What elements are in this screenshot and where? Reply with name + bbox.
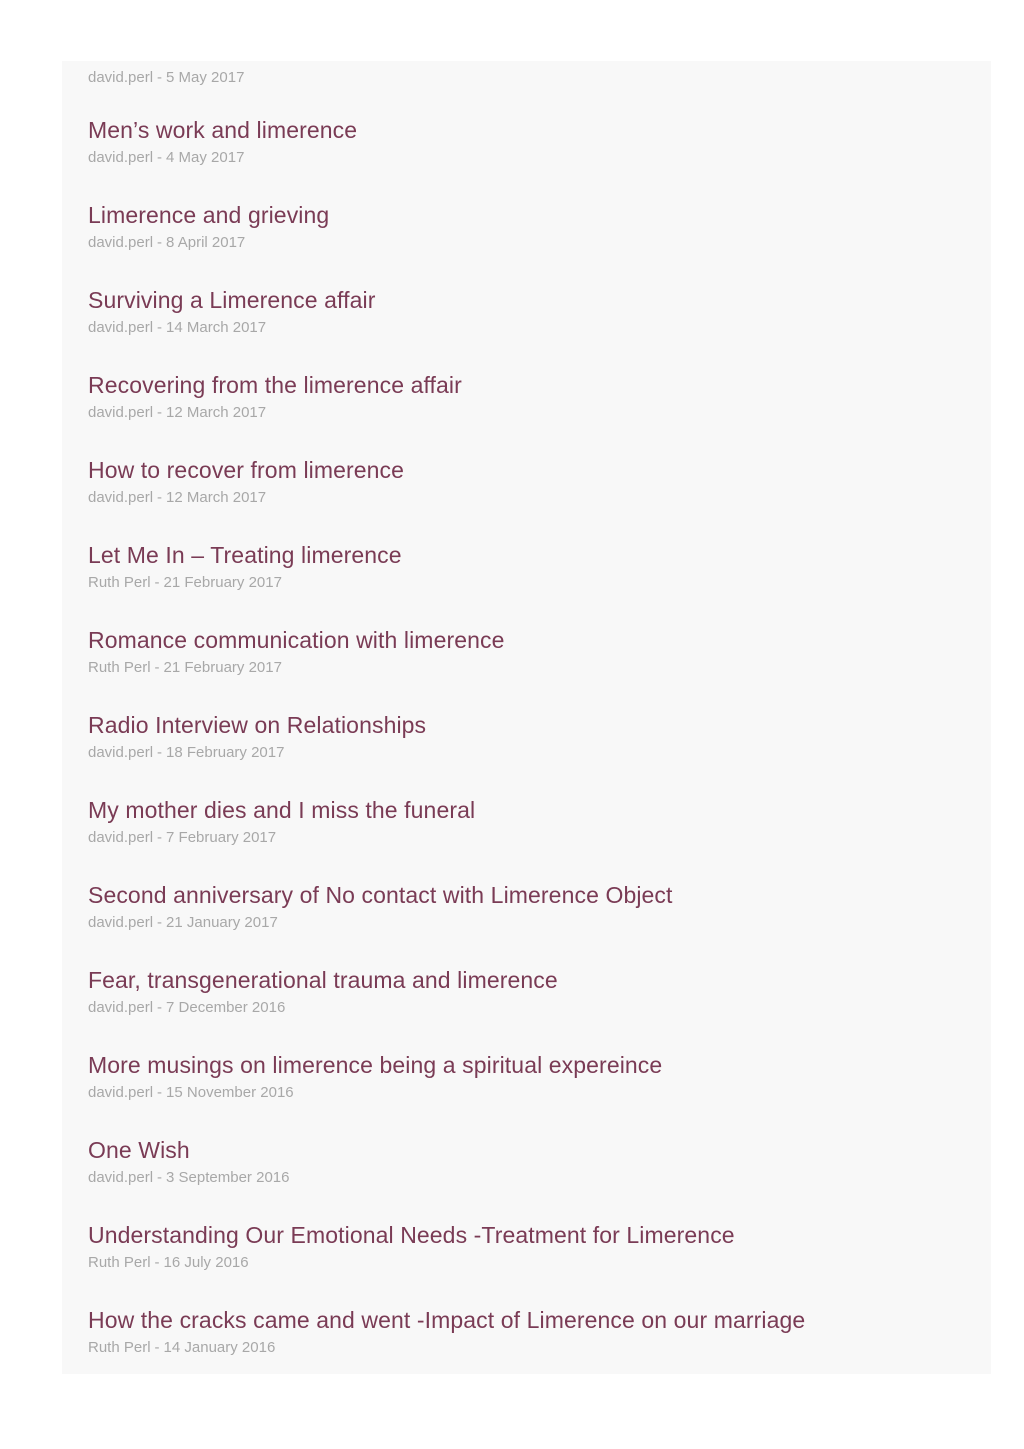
post-item [88, 795, 475, 848]
post-author[interactable]: Ruth Perl [88, 1254, 151, 1271]
post-item [88, 115, 357, 168]
post-date: 3 September 2016 [166, 1169, 290, 1186]
post-title-link[interactable]: My mother dies and I miss the funeral [88, 797, 476, 823]
post-title-link[interactable]: Radio Interview on Relationships [88, 712, 427, 738]
post-item [88, 880, 673, 933]
post-date: 7 February 2017 [166, 829, 277, 846]
meta-separator: - [157, 744, 163, 761]
post-author[interactable]: david.perl [88, 829, 154, 846]
post-date: 21 February 2017 [163, 659, 282, 676]
post-meta [88, 1338, 805, 1358]
post-date: 16 July 2016 [163, 1254, 249, 1271]
post-date: 21 February 2017 [163, 574, 282, 591]
post-meta [88, 233, 329, 253]
post-title-link[interactable]: More musings on limerence being a spiritual expereince [88, 1052, 663, 1078]
meta-separator: - [157, 69, 163, 86]
post-meta [88, 573, 402, 593]
post-date: 5 May 2017 [166, 69, 245, 86]
post-title-link[interactable]: Understanding Our Emotional Needs -Treatment for Limerence [88, 1222, 735, 1248]
post-meta [88, 828, 475, 848]
meta-separator: - [154, 1254, 160, 1271]
post-title-link[interactable]: Men’s work and limerence [88, 117, 358, 143]
post-author[interactable]: Ruth Perl [88, 1339, 151, 1356]
post-author[interactable]: david.perl [88, 999, 154, 1016]
post-author[interactable]: david.perl [88, 234, 154, 251]
post-title-link[interactable]: Fear, transgenerational trauma and limerence [88, 967, 558, 993]
post-title-link[interactable]: Romance communication with limerence [88, 627, 505, 653]
post-meta [88, 148, 357, 168]
post-item [88, 625, 505, 678]
post-item [88, 540, 402, 593]
post-author[interactable]: david.perl [88, 1169, 154, 1186]
meta-separator: - [154, 574, 160, 591]
post-item [88, 370, 462, 423]
post-meta [88, 1083, 662, 1103]
meta-separator: - [157, 489, 163, 506]
post-author[interactable]: Ruth Perl [88, 574, 151, 591]
post-author[interactable]: david.perl [88, 69, 154, 86]
meta-separator: - [157, 319, 163, 336]
post-title-link[interactable]: Surviving a Limerence affair [88, 287, 376, 313]
post-title-link[interactable]: One Wish [88, 1137, 190, 1163]
post-item [88, 1305, 805, 1358]
post-meta [88, 1168, 289, 1188]
post-meta [88, 488, 404, 508]
post-author[interactable]: david.perl [88, 149, 154, 166]
post-date: 14 January 2016 [163, 1339, 276, 1356]
post-item [88, 965, 558, 1018]
meta-separator: - [154, 659, 160, 676]
post-title-link[interactable]: Let Me In – Treating limerence [88, 542, 402, 568]
post-author[interactable]: david.perl [88, 489, 154, 506]
post-meta [88, 743, 426, 763]
post-meta [88, 998, 558, 1018]
post-date: 14 March 2017 [166, 319, 267, 336]
post-meta [88, 318, 375, 338]
post-item [88, 285, 375, 338]
post-meta [88, 658, 505, 678]
post-item [88, 200, 329, 253]
recent-posts-panel [62, 61, 991, 1374]
post-meta [88, 1253, 735, 1273]
meta-separator: - [157, 234, 163, 251]
post-date: 21 January 2017 [166, 914, 278, 931]
meta-separator: - [157, 1169, 163, 1186]
post-item [88, 1220, 735, 1273]
post-date: 7 December 2016 [166, 999, 286, 1016]
post-date: 15 November 2016 [166, 1084, 294, 1101]
meta-separator: - [157, 914, 163, 931]
post-date: 12 March 2017 [166, 489, 267, 506]
post-item [88, 1050, 662, 1103]
meta-separator: - [157, 829, 163, 846]
meta-separator: - [154, 1339, 160, 1356]
post-title-link[interactable]: How to recover from limerence [88, 457, 405, 483]
post-item [88, 455, 404, 508]
post-title-link[interactable]: Recovering from the limerence affair [88, 372, 462, 398]
post-meta [88, 403, 462, 423]
post-date: 4 May 2017 [166, 149, 245, 166]
post-author[interactable]: david.perl [88, 404, 154, 421]
post-author[interactable]: david.perl [88, 1084, 154, 1101]
post-item [88, 1135, 289, 1188]
meta-separator: - [157, 149, 163, 166]
post-meta [88, 68, 244, 88]
meta-separator: - [157, 1084, 163, 1101]
post-item [88, 68, 244, 88]
post-date: 8 April 2017 [166, 234, 246, 251]
post-author[interactable]: Ruth Perl [88, 659, 151, 676]
post-date: 12 March 2017 [166, 404, 267, 421]
meta-separator: - [157, 999, 163, 1016]
post-meta [88, 913, 673, 933]
meta-separator: - [157, 404, 163, 421]
post-title-link[interactable]: Limerence and grieving [88, 202, 330, 228]
post-title-link[interactable]: Second anniversary of No contact with Limerence Object [88, 882, 673, 908]
post-item [88, 710, 426, 763]
post-date: 18 February 2017 [166, 744, 285, 761]
post-author[interactable]: david.perl [88, 744, 154, 761]
post-author[interactable]: david.perl [88, 319, 154, 336]
post-title-link[interactable]: How the cracks came and went -Impact of Limerence on our marriage [88, 1307, 806, 1333]
post-author[interactable]: david.perl [88, 914, 154, 931]
